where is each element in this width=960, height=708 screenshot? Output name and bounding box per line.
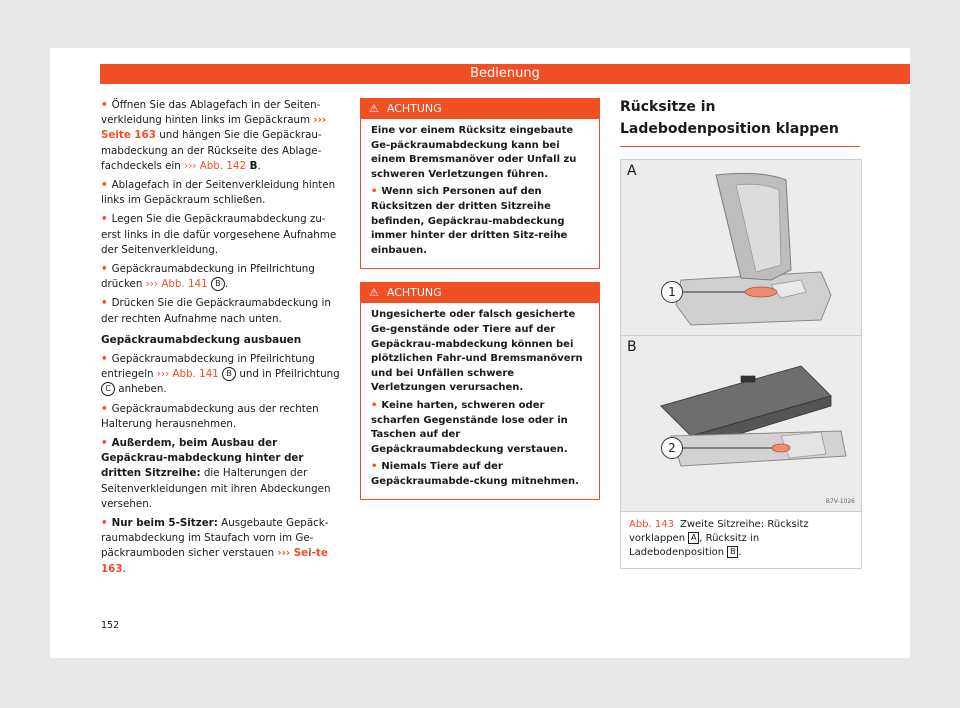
figure-caption: Abb. 143 Zweite Sitzreihe: Rücksitz vorklappen A , Rücksitz in Ladebodenposition B . <box>621 511 861 568</box>
list-item: • Legen Sie die Gepäckraumabdeckung zu-erst links in die dafür vorgesehene Aufnahme der Seitenverkleidung. <box>101 212 341 258</box>
circled-letter: B <box>211 277 225 291</box>
subheading: Gepäckraumabdeckung ausbauen <box>101 333 302 346</box>
callout-2: 2 <box>661 437 683 459</box>
column-middle <box>360 98 600 513</box>
warning-box <box>360 98 600 269</box>
header-title: Bedienung <box>470 66 540 81</box>
figure-panel-b <box>621 335 861 511</box>
warning-triangle-icon: ⚠ <box>369 102 379 115</box>
warning-box <box>360 282 600 500</box>
section-title: Rücksitze in Ladebodenposition klappen <box>620 96 860 147</box>
list-item: • Drücken Sie die Gepäckraumabdeckung in der rechten Aufnahme nach unten. <box>101 296 341 326</box>
page-link[interactable]: ››› Sei-te 163 <box>101 547 328 575</box>
warning-triangle-icon: ⚠ <box>369 286 379 300</box>
panel-label: A <box>627 163 637 179</box>
callout-1: 1 <box>661 281 683 303</box>
list-item: • Ablagefach in der Seitenverkleidung hinten links im Gepäckraum schließen. <box>101 178 341 208</box>
caption-ref: Abb. 143 <box>629 519 674 530</box>
list-item: • Öffnen Sie das Ablagefach in der Seiten-verkleidung hinten links im Gepäckraum ››› Seite 163 und hängen Sie die Gepäckrau-mabdeckung an der Rückseite des Ablage-fachdeckels ein ››› Abb. 142 B. <box>101 98 341 174</box>
warning-body: Ungesicherte oder falsch gesicherte Ge-genstände oder Tiere auf der Gepäckrau-mabdeckung können bei plötzlichen Fahr-und Bremsmanövern und bei Unfällen schwere Verletzungen verursachen. • Keine harten, schweren oder scharfen Gegenstände lose oder in Taschen auf der Gepäckraumabdeckung verstauen. • Niemals Tiere auf der Gepäckraumabde-ckung mitnehmen. <box>361 303 599 499</box>
warning-body: Eine vor einem Rücksitz eingebaute Ge-päckraumabdeckung kann bei einem Bremsmanöver oder Unfall zu schweren Verletzungen führen. • Wenn sich Personen auf den Rücksitzen der dritten Sitzreihe befinden, Gepäckrau-mabdeckung immer hinter der dritten Sitz-reihe einbauen. <box>361 119 599 268</box>
list-item: • Keine harten, schweren oder scharfen Gegenstände lose oder in Taschen auf der Gepäckraumabdeckung verstauen. <box>371 399 589 457</box>
list-item: • Niemals Tiere auf der Gepäckraumabde-ckung mitnehmen. <box>371 460 589 489</box>
column-right <box>620 98 860 569</box>
list-item: • Gepäckraumabdeckung in Pfeilrichtung drücken ››› Abb. 141 B . <box>101 262 341 292</box>
circled-letter: C <box>101 382 115 396</box>
page-sheet <box>50 48 910 658</box>
panel-label: B <box>627 339 637 355</box>
image-code: B7V-1026 <box>825 497 855 505</box>
figure-link[interactable]: ››› Abb. 142 <box>184 159 247 172</box>
boxed-letter: B <box>727 546 738 558</box>
list-item: • Gepäckraumabdeckung in Pfeilrichtung entriegeln ››› Abb. 141 B und in Pfeilrichtung C anheben. <box>101 352 341 398</box>
column-left <box>101 98 341 581</box>
warning-header: ⚠ ACHTUNG <box>361 283 599 303</box>
figure <box>620 159 862 569</box>
seat-load-floor-illustration <box>621 336 861 511</box>
figure-panel-a <box>621 160 861 335</box>
list-item: • Wenn sich Personen auf den Rücksitzen der dritten Sitzreihe befinden, Gepäckrau-mabdeckung immer hinter der dritten Sitz-reihe einbauen. <box>371 185 589 258</box>
seat-folded-forward-illustration <box>621 160 861 335</box>
page-number: 152 <box>101 620 120 631</box>
page-link[interactable]: ››› Seite 163 <box>101 114 327 142</box>
list-item: • Außerdem, beim Ausbau der Gepäckrau-mabdeckung hinter der dritten Sitzreihe: die Halterungen der Seitenverkleidungen mit ihren Abdeckungen versehen. <box>101 436 341 512</box>
figure-link[interactable]: ››› Abb. 141 <box>156 368 219 381</box>
figure-link[interactable]: ››› Abb. 141 <box>145 278 208 291</box>
list-item: • Gepäckraumabdeckung aus der rechten Halterung herausnehmen. <box>101 402 341 432</box>
list-item: • Nur beim 5-Sitzer: Ausgebaute Gepäck-raumabdeckung im Staufach vorn im Ge-päckraumboden sicher verstauen ››› Sei-te 163. <box>101 516 341 577</box>
boxed-letter: A <box>688 532 699 544</box>
warning-header: ⚠ ACHTUNG <box>361 99 599 119</box>
circled-letter: B <box>222 367 236 381</box>
section-header <box>100 64 910 84</box>
